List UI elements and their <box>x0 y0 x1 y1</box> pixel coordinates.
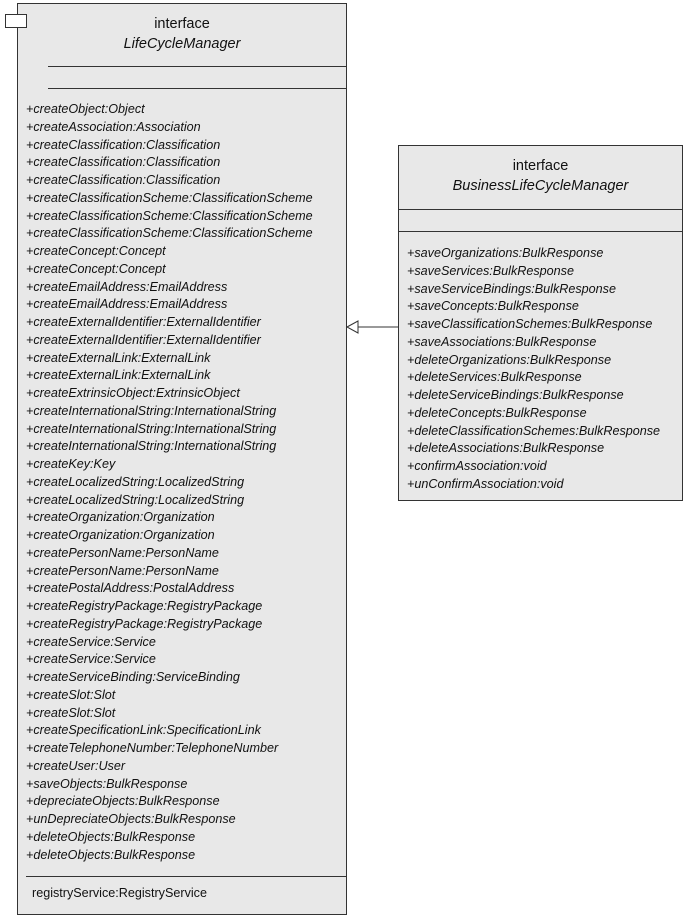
operation-item: +deleteOrganizations:BulkResponse <box>407 352 612 367</box>
generalization-arrowhead-icon <box>347 321 358 333</box>
operation-item: +createSlot:Slot <box>26 687 116 702</box>
operation-item: +createInternationalString:InternationalString <box>26 403 277 418</box>
operation-item: +createServiceBinding:ServiceBinding <box>26 670 240 684</box>
operation-item: +createPersonName:PersonName <box>26 545 219 560</box>
operation-item: +createClassification:Classification <box>26 155 221 170</box>
operation-item: +saveOrganizations:BulkResponse <box>407 246 604 260</box>
operation-item: +saveServices:BulkResponse <box>407 263 574 278</box>
operation-item: +deleteClassificationSchemes:BulkResponse <box>407 423 661 438</box>
operation-item: +unDepreciateObjects:BulkResponse <box>26 812 236 826</box>
operation-item: +createService:Service <box>26 634 156 649</box>
operation-item: +createObject:Object <box>26 102 145 116</box>
operation-item: +createConcept:Concept <box>26 261 166 276</box>
businesslifecyclemanager-name: BusinessLifeCycleManager <box>452 178 629 194</box>
operation-item: +saveServiceBindings:BulkResponse <box>407 281 616 296</box>
operation-item: +createExtrinsicObject:ExtrinsicObject <box>26 386 240 400</box>
operation-item: +deleteObjects:BulkResponse <box>26 829 196 844</box>
operation-item: +saveConcepts:BulkResponse <box>407 299 579 314</box>
operation-item: +createClassification:Classification <box>26 137 221 152</box>
operation-item: +createClassificationScheme:ClassificationScheme <box>26 208 313 223</box>
operation-item: +saveClassificationSchemes:BulkResponse <box>407 317 653 331</box>
operation-item: +createExternalLink:ExternalLink <box>26 368 211 383</box>
lifecyclemanager-attribute: registryService:RegistryService <box>32 886 207 900</box>
operation-item: +createAssociation:Association <box>26 119 201 134</box>
operation-item: +createSpecificationLink:SpecificationLink <box>26 723 261 738</box>
operation-item: +createEmailAddress:EmailAddress <box>26 279 228 294</box>
operation-item: +createLocalizedString:LocalizedString <box>26 492 245 507</box>
operation-item: +confirmAssociation:void <box>407 459 547 473</box>
operation-item: +createOrganization:Organization <box>26 528 215 542</box>
operation-item: +createClassificationScheme:ClassificationScheme <box>26 226 313 241</box>
operation-item: +createInternationalString:InternationalString <box>26 439 277 454</box>
operation-item: +createPostalAddress:PostalAddress <box>26 581 235 596</box>
operation-item: +createSlot:Slot <box>26 705 116 720</box>
operation-item: +createRegistryPackage:RegistryPackage <box>26 599 263 613</box>
operation-item: +deleteServiceBindings:BulkResponse <box>407 388 624 402</box>
operation-item: +createRegistryPackage:RegistryPackage <box>26 616 263 631</box>
operation-item: +createOrganization:Organization <box>26 510 215 525</box>
operation-item: +createExternalIdentifier:ExternalIdentifier <box>26 315 261 329</box>
operation-item: +createExternalIdentifier:ExternalIdentifier <box>26 332 261 347</box>
operation-item: +createUser:User <box>26 758 126 773</box>
operation-item: +createClassification:Classification <box>26 173 221 187</box>
lifecyclemanager-name: LifeCycleManager <box>123 36 241 52</box>
operation-item: +createClassificationScheme:ClassificationScheme <box>26 190 313 205</box>
businesslifecyclemanager-stereotype: interface <box>512 158 569 174</box>
operation-item: +createEmailAddress:EmailAddress <box>26 297 228 312</box>
lifecyclemanager-stereotype: interface <box>154 16 210 32</box>
operation-item: +createLocalizedString:LocalizedString <box>26 474 245 489</box>
operation-item: +deleteObjects:BulkResponse <box>26 847 196 862</box>
operation-item: +createKey:Key <box>26 457 116 471</box>
operation-item: +createPersonName:PersonName <box>26 563 219 578</box>
operation-item: +createConcept:Concept <box>26 244 166 258</box>
operation-item: +createExternalLink:ExternalLink <box>26 350 211 365</box>
operation-item: +createTelephoneNumber:TelephoneNumber <box>26 741 279 755</box>
operation-item: +createInternationalString:InternationalString <box>26 421 277 436</box>
operation-item: +createService:Service <box>26 652 156 667</box>
operation-item: +deleteConcepts:BulkResponse <box>407 405 587 420</box>
operation-item: +deleteAssociations:BulkResponse <box>407 441 605 456</box>
operation-item: +depreciateObjects:BulkResponse <box>26 794 220 809</box>
operation-item: +saveObjects:BulkResponse <box>26 776 188 791</box>
operation-item: +unConfirmAssociation:void <box>407 476 564 491</box>
operation-item: +saveAssociations:BulkResponse <box>407 334 597 349</box>
operation-item: +deleteServices:BulkResponse <box>407 370 582 385</box>
